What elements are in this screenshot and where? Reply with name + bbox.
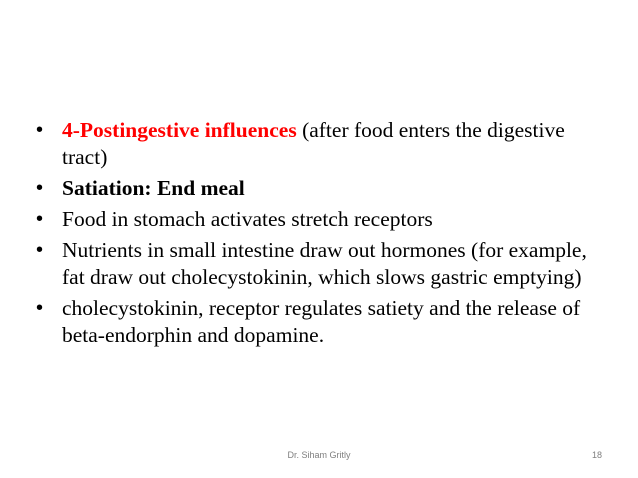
bullet-text: (after food enters the digestive tract) <box>62 118 565 169</box>
bullet-icon: • <box>36 239 44 261</box>
bullet-icon: • <box>36 208 44 230</box>
page-number: 18 <box>591 450 602 460</box>
bullet-icon: • <box>36 119 44 141</box>
bullet-text: Nutrients in small intestine draw out hormones (for example, fat draw out cholecystokinin, which slows gastric emptying) <box>62 238 587 289</box>
bullet-list <box>36 117 596 353</box>
bullet-highlight-text: 4-Postingestive influences <box>62 118 297 142</box>
bullet-item-postingestive <box>36 117 596 171</box>
bullet-item-cholecystokinin <box>36 295 596 349</box>
bullet-text: Satiation: End meal <box>62 176 245 200</box>
bullet-item-stretch-receptors <box>36 206 596 233</box>
bullet-icon: • <box>36 177 44 199</box>
bullet-text: cholecystokinin, receptor regulates satiety and the release of beta-endorphin and dopamine. <box>62 296 581 347</box>
bullet-text: Food in stomach activates stretch receptors <box>62 207 433 231</box>
bullet-icon: • <box>36 297 44 319</box>
bullet-item-nutrients <box>36 237 596 291</box>
footer-author: Dr. Siham Gritly <box>287 450 351 460</box>
bullet-item-satiation <box>36 175 596 202</box>
